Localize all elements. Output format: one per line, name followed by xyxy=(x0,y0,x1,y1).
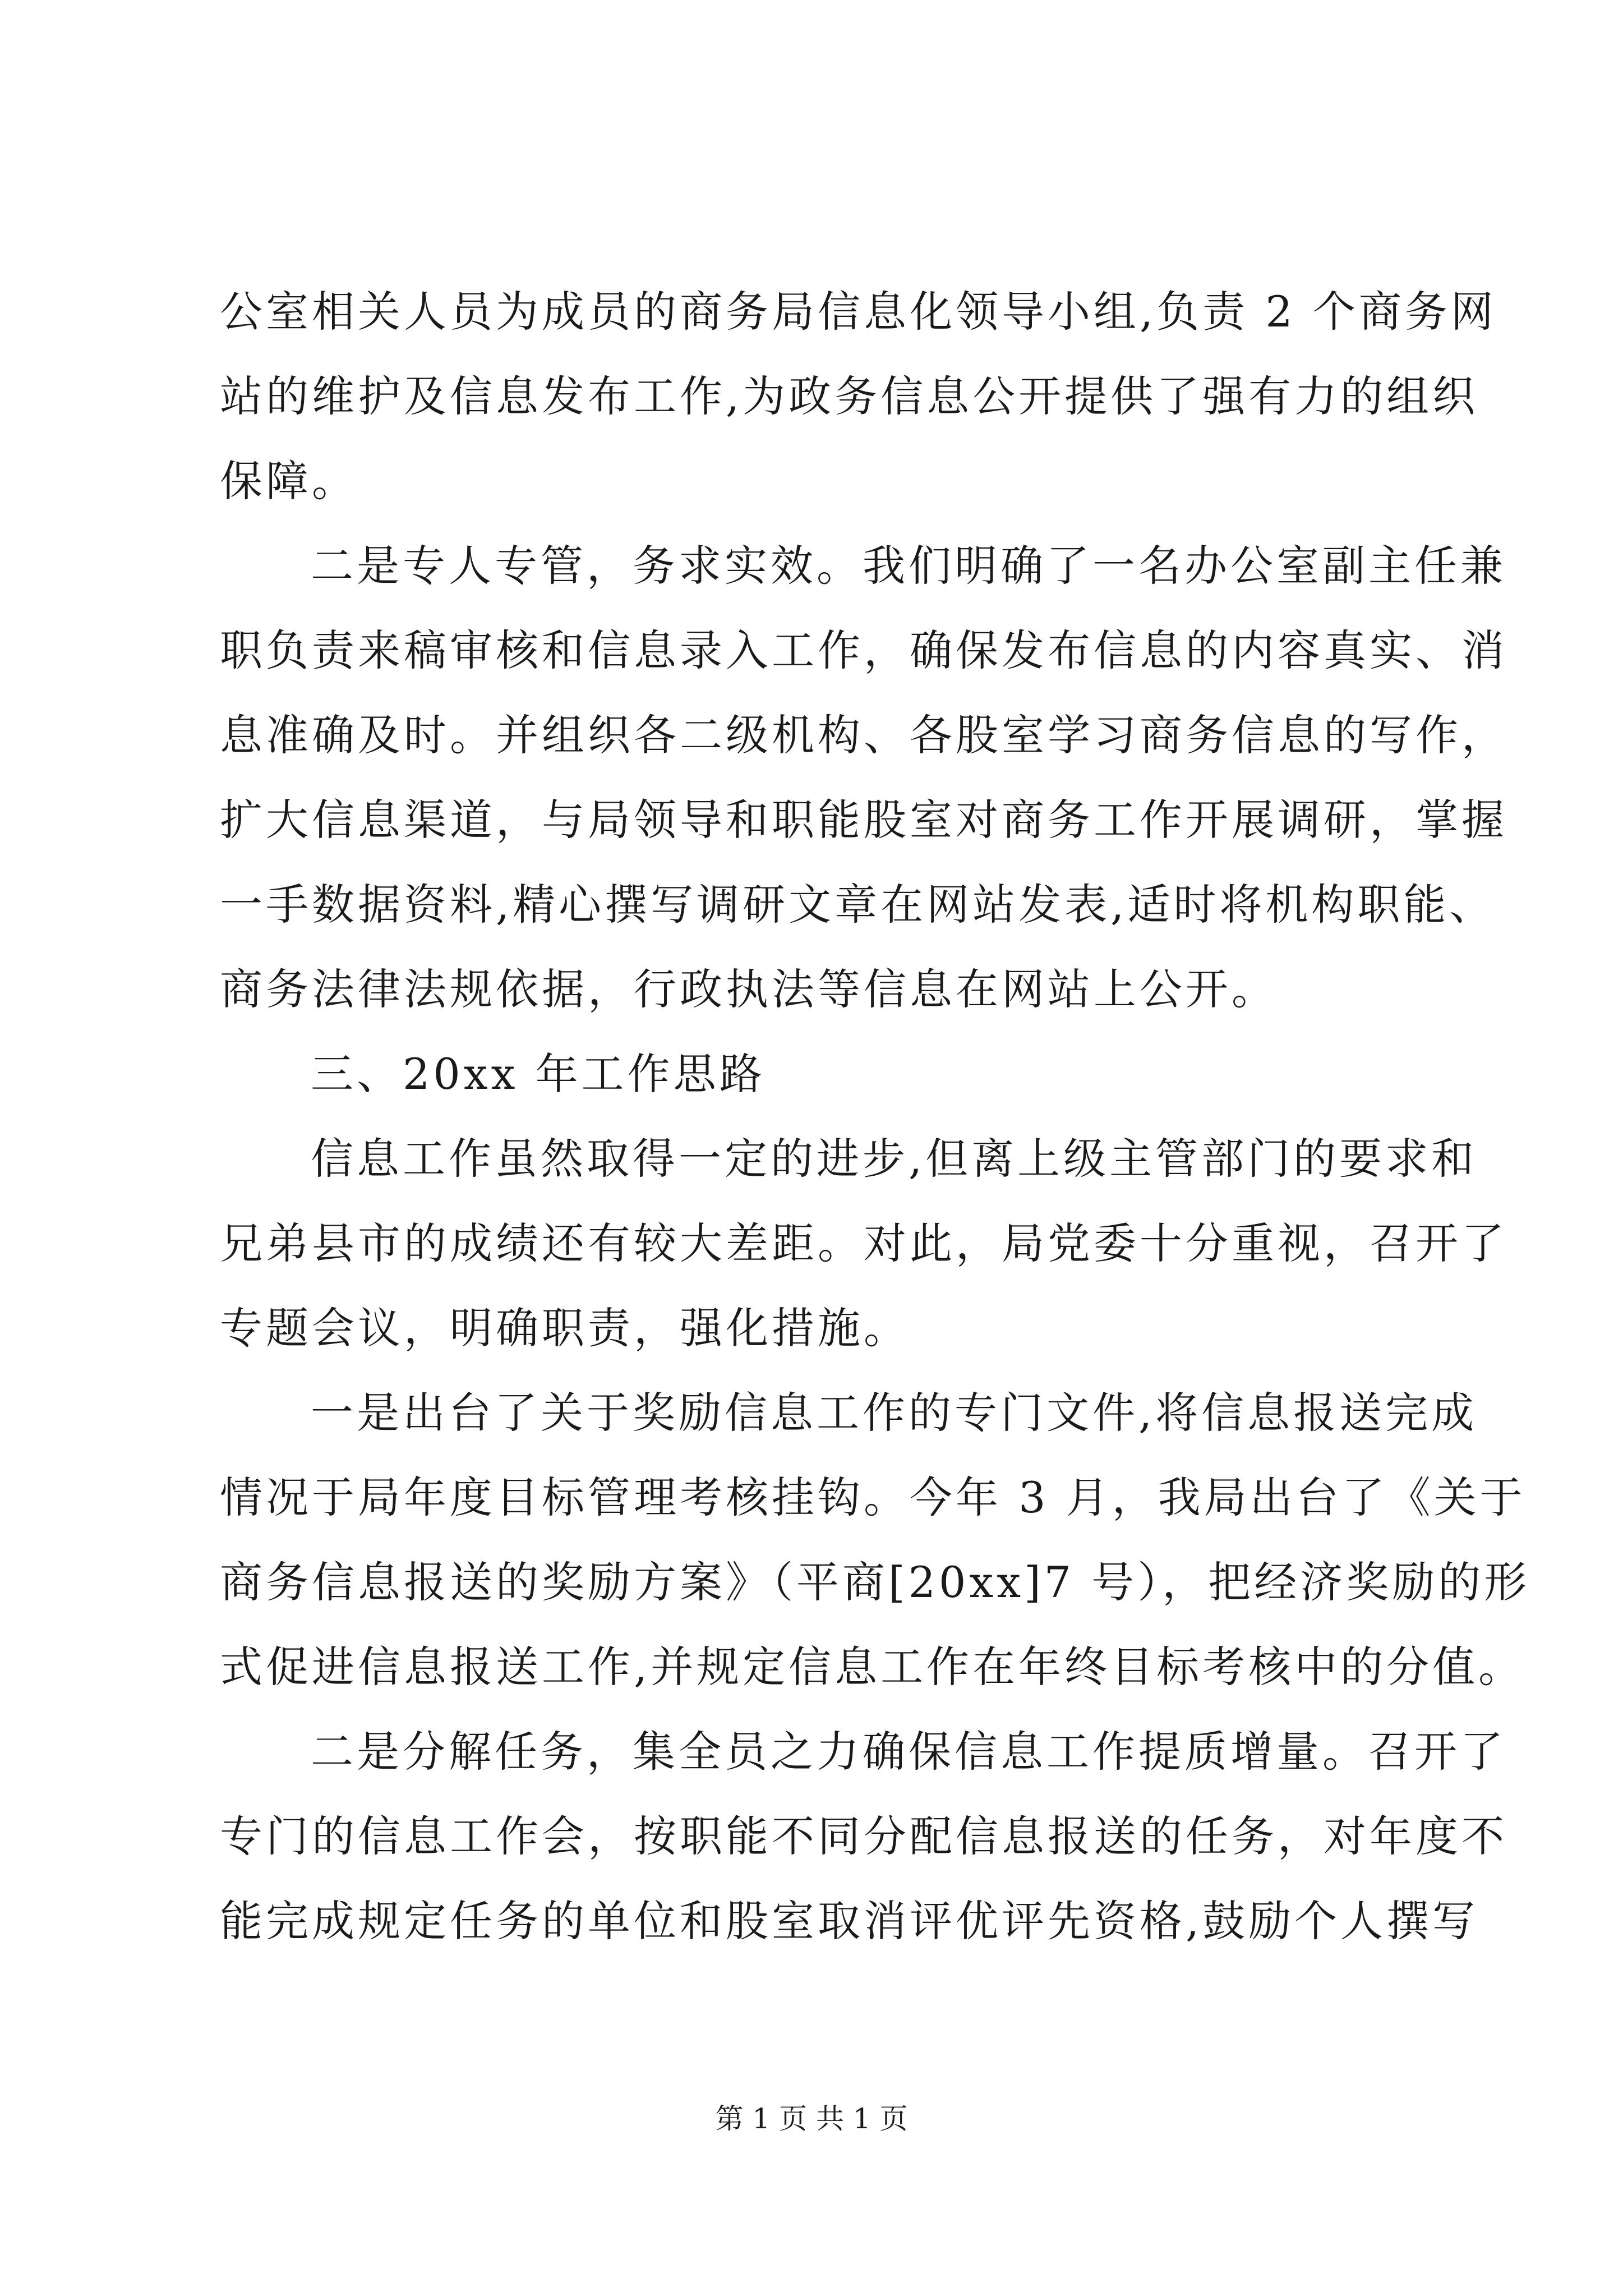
body-line: 二是专人专管，务求实效。我们明确了一名办公室副主任兼 xyxy=(311,541,1506,591)
body-line: 扩大信息渠道，与局领导和职能股室对商务工作开展调研，掌握 xyxy=(220,795,1507,845)
body-line: 保障。 xyxy=(220,456,358,506)
body-line: 商务法律法规依据，行政执法等信息在网站上公开。 xyxy=(220,964,1278,1014)
body-line: 二是分解任务，集全员之力确保信息工作提质增量。召开了 xyxy=(311,1727,1506,1777)
body-line: 商务信息报送的奖励方案》（平商[20xx]7 号），把经济奖励的形 xyxy=(220,1557,1530,1607)
body-line: 息准确及时。并组织各二级机构、各股室学习商务信息的写作， xyxy=(220,710,1507,760)
body-line: 式促进信息报送工作,并规定信息工作在年终目标考核中的分值。 xyxy=(220,1642,1525,1692)
document-body xyxy=(220,269,1530,1963)
page-number-label: 第 1 页 共 1 页 xyxy=(715,2102,908,2135)
body-line: 专题会议，明确职责，强化措施。 xyxy=(220,1303,910,1353)
body-line: 兄弟县市的成绩还有较大差距。对此，局党委十分重视，召开了 xyxy=(220,1218,1507,1268)
body-line: 站的维护及信息发布工作,为政务信息公开提供了强有力的组织 xyxy=(220,371,1479,421)
body-line: 能完成规定任务的单位和股室取消评优评先资格,鼓励个人撰写 xyxy=(220,1896,1479,1946)
body-line: 一是出台了关于奖励信息工作的专门文件,将信息报送完成 xyxy=(311,1388,1478,1438)
page-footer xyxy=(0,2099,1623,2138)
body-line: 情况于局年度目标管理考核挂钩。今年 3 月，我局出台了《关于 xyxy=(220,1473,1526,1522)
body-line: 公室相关人员为成员的商务局信息化领导小组,负责 2 个商务网 xyxy=(220,287,1497,337)
section-heading: 三、20xx 年工作思路 xyxy=(311,1049,766,1099)
body-line: 职负责来稿审核和信息录入工作，确保发布信息的内容真实、消 xyxy=(220,625,1507,675)
body-line: 信息工作虽然取得一定的进步,但离上级主管部门的要求和 xyxy=(311,1134,1478,1184)
body-line: 专门的信息工作会，按职能不同分配信息报送的任务，对年度不 xyxy=(220,1811,1507,1861)
body-line: 一手数据资料,精心撰写调研文章在网站发表,适时将机构职能、 xyxy=(220,880,1496,930)
